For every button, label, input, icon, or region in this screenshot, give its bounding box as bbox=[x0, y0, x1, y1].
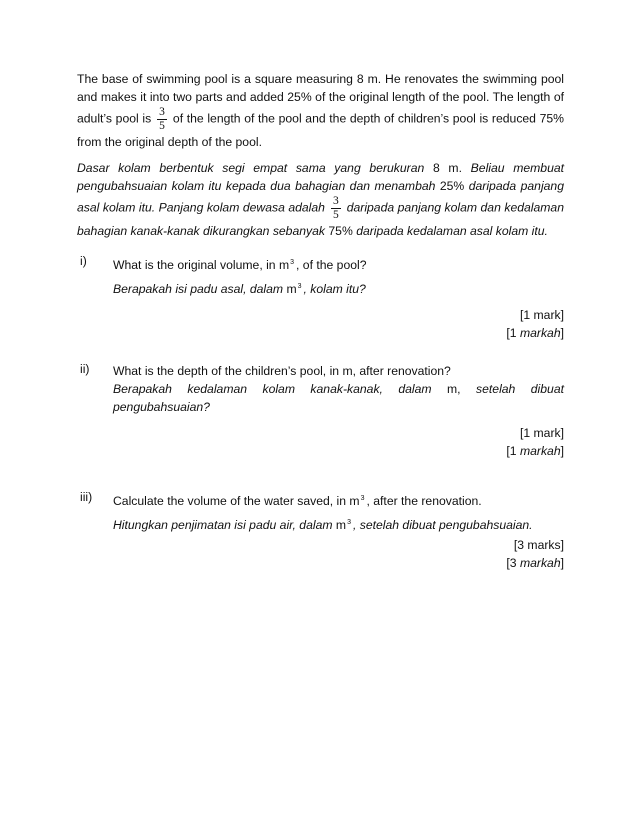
question-2-english: What is the depth of the children’s pool, in m, after renovation? bbox=[113, 364, 451, 378]
question-3: iii) Calculate the volume of the water saved, in $m^3$ , after the renovation. Hitungkan penjimatan isi padu air, dalam $m^3$ , setelah dibuat pengubahsuaian. [3 marks] [3 markah] bbox=[80, 490, 564, 570]
question-1: i) What is the original volume, in $m^3$ , of the pool? Berapakah isi padu asal, dalam $m^3$ , kolam itu? [1 mark] [1 markah] bbox=[80, 254, 564, 340]
fraction-three-fifths-ms: $\frac{3}{5}$ bbox=[332, 195, 339, 221]
question-3-mark-en: [3 marks] bbox=[513, 538, 564, 552]
intro-english bbox=[77, 70, 564, 151]
intro-en-text-1: The base of swimming pool is a square measuring 8 m. He renovates the swimming pool and makes it into two parts and added 25% of the original length of the pool. The length of adult’s pool is bbox=[77, 72, 564, 126]
question-1-mark-en: [1 mark] bbox=[519, 308, 564, 322]
question-3-english: Calculate the volume of the water saved, in $m^3$ , after the renovation. bbox=[113, 494, 482, 508]
question-1-malay: Berapakah isi padu asal, dalam $m^3$ , kolam itu? bbox=[113, 282, 366, 296]
question-2-malay: Berapakah kedalaman kolam kanak-kanak, dalam m, setelah dibuat pengubahsuaian? bbox=[113, 382, 564, 414]
question-2-mark-en: [1 mark] bbox=[519, 426, 564, 440]
question-1-english: What is the original volume, in $m^3$ , of the pool? bbox=[113, 258, 367, 272]
intro-en-text-2: of the length of the pool and the depth of children’s pool is bbox=[172, 111, 489, 126]
fraction-three-fifths: $\frac{3}{5}$ bbox=[159, 106, 165, 132]
question-2-mark-ms: [1 markah] bbox=[506, 444, 564, 458]
question-page bbox=[77, 70, 564, 572]
question-2: ii) What is the depth of the children’s pool, in m, after renovation? Berapakah kedalaman kolam kanak-kanak, dalam m, setelah dibuat pengubahsuaian? [1 mark] [1 markah] bbox=[80, 362, 564, 458]
question-1-mark-ms: [1 markah] bbox=[506, 326, 564, 340]
question-3-malay: Hitungkan penjimatan isi padu air, dalam $m^3$ , setelah dibuat pengubahsuaian. bbox=[113, 518, 533, 532]
intro-en-text-3: reduced 75% from the original depth of the pool. bbox=[77, 111, 565, 149]
question-3-mark-ms: [3 markah] bbox=[506, 556, 564, 570]
intro-malay: Dasar kolam berbentuk segi empat sama yang berukuran 8 m. Beliau membuat pengubahsuaian kolam itu kepada dua bahagian dan menambah 25% daripada panjang asal kolam itu. Panjang kolam dewasa adalah $\frac{3}{5}$ daripada panjang kolam dan kedalaman bahagian kanak-kanak dikurangkan sebanyak 75% daripada kedalaman asal kolam itu. bbox=[77, 161, 565, 238]
